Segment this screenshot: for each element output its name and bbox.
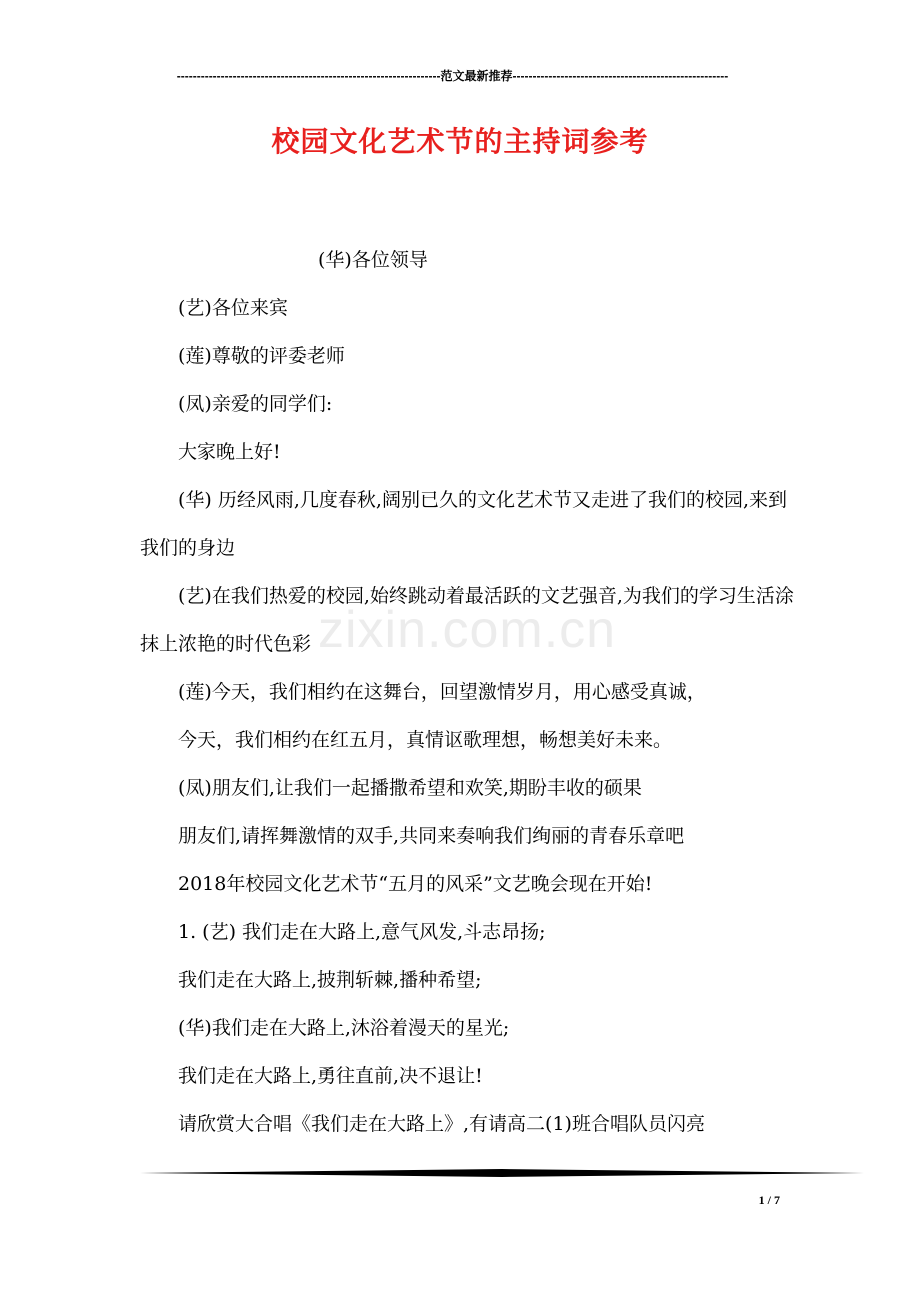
paragraph: 请欣赏大合唱《我们走在大路上》,有请高二(1)班合唱队员闪亮 bbox=[178, 1113, 705, 1135]
header-banner: ------------------------------------------------------------------范文最新推荐------------------------------------------------------ bbox=[176, 69, 729, 83]
paragraph: 朋友们,请挥舞激情的双手,共同来奏响我们绚丽的青春乐章吧 bbox=[178, 825, 685, 847]
paragraph: (艺)各位来宾 bbox=[178, 297, 288, 319]
paragraph: 1. (艺) 我们走在大路上,意气风发,斗志昂扬; bbox=[178, 921, 546, 943]
paragraph: (莲)今天，我们相约在这舞台，回望激情岁月，用心感受真诚， bbox=[178, 681, 706, 703]
paragraph: (华) 历经风雨,几度春秋,阔别已久的文化艺术节又走进了我们的校园,来到我们的身边 bbox=[140, 489, 787, 559]
paragraph: 大家晚上好! bbox=[178, 441, 281, 463]
paragraph: (华)我们走在大路上,沐浴着漫天的星光; bbox=[178, 1017, 510, 1039]
paragraph: 2018年校园文化艺术节“五月的风采”文艺晚会现在开始! bbox=[178, 873, 653, 895]
paragraph: (凤)朋友们,让我们一起播撒希望和欢笑,期盼丰收的硕果 bbox=[178, 777, 642, 799]
watermark: zixin.com.cn bbox=[318, 601, 617, 659]
paragraph: (凤)亲爱的同学们: bbox=[178, 393, 333, 415]
paragraph: (艺)在我们热爱的校园,始终跳动着最活跃的文艺强音,为我们的学习生活涂抹上浓艳的时代色彩 bbox=[140, 585, 794, 655]
document-title: 校园文化艺术节的主持词参考 bbox=[271, 125, 649, 158]
paragraph: 今天，我们相约在红五月，真情讴歌理想，畅想美好未来。 bbox=[178, 729, 673, 751]
paragraph: (莲)尊敬的评委老师 bbox=[178, 345, 345, 367]
document-body bbox=[140, 236, 800, 1148]
paragraph: 我们走在大路上,勇往直前,决不退让! bbox=[178, 1065, 483, 1087]
footer-divider bbox=[140, 1168, 864, 1178]
paragraph: (华)各位领导 bbox=[318, 249, 428, 271]
paragraph: 我们走在大路上,披荆斩棘,播种希望; bbox=[178, 969, 482, 991]
page-number: 1 / 7 bbox=[758, 1193, 780, 1207]
